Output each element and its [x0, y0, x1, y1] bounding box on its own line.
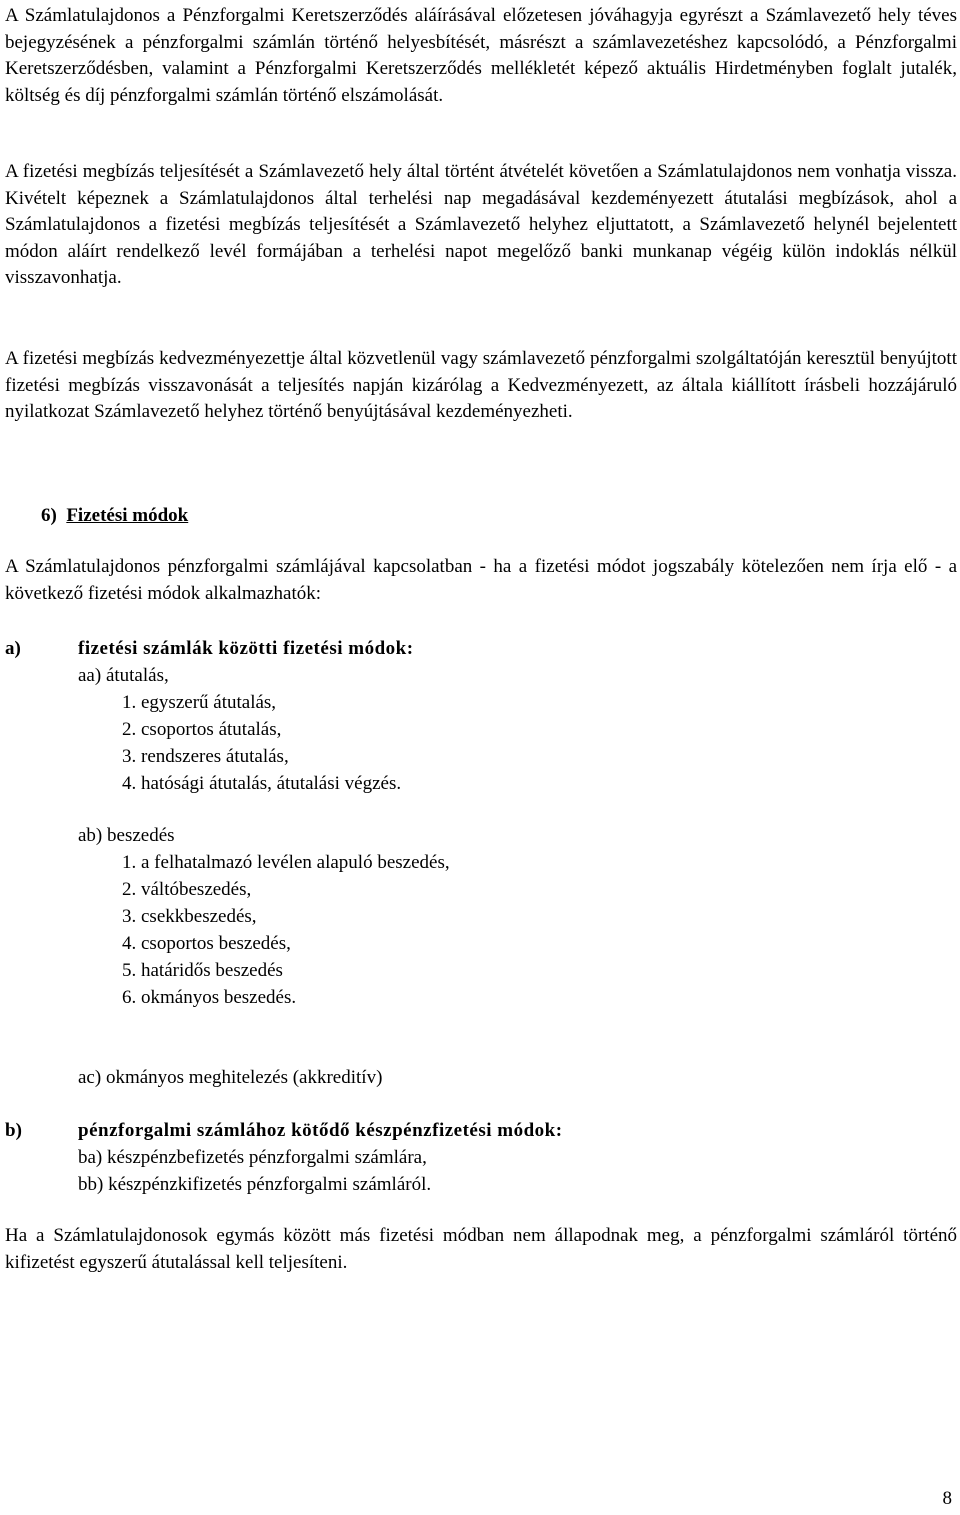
paragraph-approval: A Számlatulajdonos a Pénzforgalmi Keretszerződés aláírásával előzetesen jóváhagyja egyrészt a Számlavezető hely téves bejegyzésének a pénzforgalmi számlán történő helyesbítését, másrészt a számlavezetéshez kapcsolódó, a Pénzforgalmi Keretszerződésben, valamint a Pénzforgalmi Keretszerződés mellékletét képező aktuális Hirdetményben foglalt jutalék, költség és díj pénzforgalmi számlán történő elszámolását. — [5, 5, 957, 106]
aa-label: aa) átutalás, — [78, 665, 169, 686]
list-item: 4. csoportos beszedés, — [122, 933, 291, 954]
ab-label: ab) beszedés — [78, 825, 175, 846]
list-item: 2. csoportos átutalás, — [122, 719, 282, 740]
list-marker-a: a) — [5, 638, 21, 659]
list-item: 6. okmányos beszedés. — [122, 987, 297, 1008]
section-a-title: fizetési számlák közötti fizetési módok: — [78, 638, 414, 659]
list-item: 3. csekkbeszedés, — [122, 906, 257, 927]
list-item: 1. a felhatalmazó levélen alapuló beszedés, — [122, 852, 450, 873]
list-item: 3. rendszeres átutalás, — [122, 746, 289, 767]
paragraph-payment-methods-intro: A Számlatulajdonos pénzforgalmi számlájával kapcsolatban - ha a fizetési módot jogszabály kötelezően nem írja elő - a következő fizetési módok alkalmazhatók: — [5, 556, 957, 604]
list-item: bb) készpénzkifizetés pénzforgalmi számláról. — [78, 1174, 432, 1195]
section-title: Fizetési módok — [66, 505, 189, 526]
page-number: 8 — [942, 1488, 952, 1509]
list-item: 5. határidős beszedés — [122, 960, 283, 981]
list-item: 4. hatósági átutalás, átutalási végzés. — [122, 773, 402, 794]
paragraph-beneficiary: A fizetési megbízás kedvezményezettje által közvetlenül vagy számlavezető pénzforgalmi szolgáltatóján keresztül benyújtott fizetési megbízás visszavonását a teljesítés napján kizárólag a Kedvezményezett, az általa kiállított írásbeli hozzájáruló nyilatkozat Számlavezető helyhez történő benyújtásával kezdeményezheti. — [5, 348, 957, 423]
list-item: ba) készpénzbefizetés pénzforgalmi számlára, — [78, 1147, 427, 1168]
list-marker-b: b) — [5, 1120, 22, 1141]
section-b-title: pénzforgalmi számlához kötődő készpénzfizetési módok: — [78, 1120, 563, 1141]
paragraph-revocation: A fizetési megbízás teljesítését a Számlavezető hely által történt átvételét követően a Számlatulajdonos nem vonhatja vissza. Kivételt képeznek a Számlatulajdonos által terhelési nap megadásával kezdeményezett átutalási megbízások, ahol a Számlatulajdonos a fizetési megbízás teljesítését a Számlavezető helyhez eljuttatott, a Számlavezető helynél bejelentett módon aláírt rendelkező levél formájában a terhelési napot megelőző banki munkanap végéig külön indoklás nélkül visszavonhatja. — [5, 161, 957, 289]
list-item: 1. egyszerű átutalás, — [122, 692, 277, 713]
section-heading — [41, 503, 188, 529]
ac-label: ac) okmányos meghitelezés (akkreditív) — [78, 1067, 383, 1088]
paragraph-default-method: Ha a Számlatulajdonosok egymás között más fizetési módban nem állapodnak meg, a pénzforgalmi számláról történő kifizetést egyszerű átutalással kell teljesíteni. — [5, 1225, 957, 1273]
list-item: 2. váltóbeszedés, — [122, 879, 252, 900]
section-number: 6) — [41, 505, 57, 526]
